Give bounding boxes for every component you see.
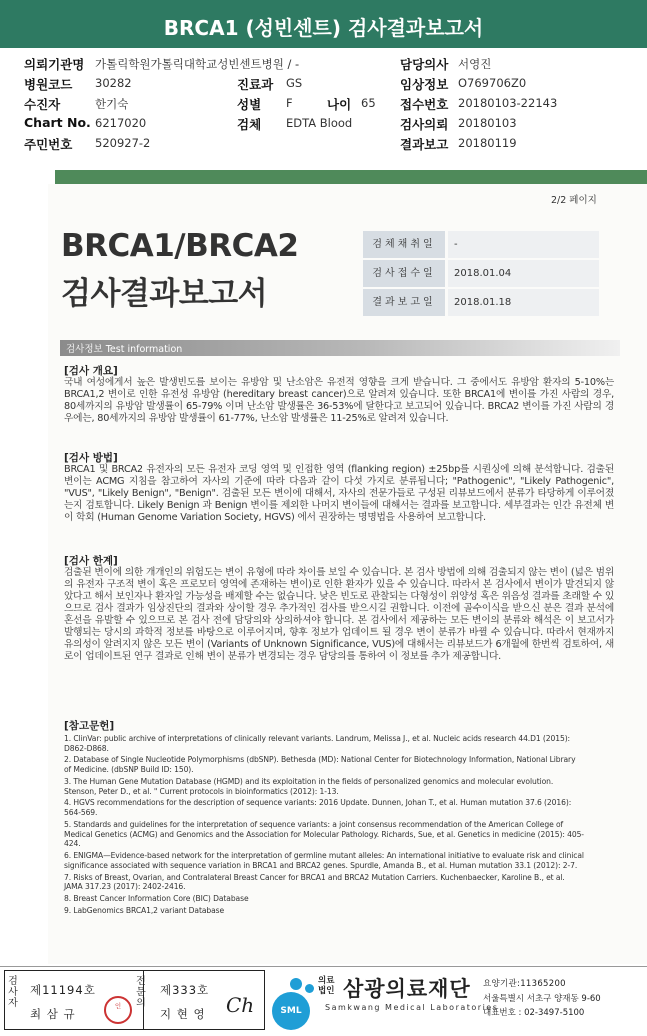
info-value: 2018.01.04 [448,260,599,287]
patient-value: 한기숙 [95,97,129,111]
hospital-code-label: 병원코드 [24,77,73,92]
clinical-label: 임상정보 [400,77,449,92]
reference-item: 8. Breast Cancer Information Core (BIC) Database [64,893,249,903]
doctor-value: 서영진 [458,57,492,71]
specialist-name: 지 현 영 [160,1007,206,1021]
overview-heading: [검사 개요] [64,365,118,377]
sex-value: F [286,96,293,110]
institution-label: 의뢰기관명 [24,57,85,72]
examiner-seal: 인 [104,996,132,1024]
org-prefix: 의료법인 [318,976,335,996]
page-number: 2/2 페이지 [551,195,597,206]
section-bar-label: 검사정보 Test information [66,344,183,355]
institution-value: 가톨릭학원가톨릭대학교성빈센트병원 / - [95,57,300,71]
sex-label: 성별 [237,97,262,112]
report-info-table [363,231,599,318]
reference-item: 7. Risks of Breast, Ovarian, and Contralateral Breast Cancer for BRCA1 and BRCA2 Mutation Carriers. Kuchenbaecker, Karoline B., et al. JAMA 317.23 (2017): 2402-2416. [64,872,565,892]
id-value: 520927-2 [95,136,151,150]
age-label: 나이 [327,97,352,112]
org-name: 삼광의료재단 [343,977,471,1001]
doctor-label: 담당의사 [400,57,449,72]
org-address: 서울특별시 서초구 양재동 9-60 [483,994,601,1004]
info-value: - [448,231,599,258]
reference-item: 5. Standards and guidelines for the interpretation of sequence variants: a joint consensus recommendation of the American College of Medical Genetics (ACMG) and Genomics and the Association for Molecular Pathology. Richards, Sue, et al. Genetics in medicine (2015): 405-424. [64,819,584,849]
reference-item: 1. ClinVar: public archive of interpretations of clinically relevant variants. Landrum, Melissa J., et al. Nucleic acids research 44.D1 (2015): D862-D868. [64,734,571,753]
reference-item: 3. The Human Gene Mutation Database (HGMD) and its exploitation in the fields of personalized genomics and molecular evolution. Stenson, Peter D., et al. " Current protocols in bioinformatics (2012): 1-13. [64,776,554,796]
org-phone: 대표번호 : 02-3497-5100 [483,1008,585,1018]
receipt-no-label: 접수번호 [400,97,449,112]
patient-label: 수진자 [24,97,61,112]
reference-item: 4. HGVS recommendations for the description of sequence variants: 2016 Update. Dunnen, Johan T., et al. Human mutation 37.6 (2016): 564-569. [64,798,572,818]
report-date-label: 결과보고 [400,137,449,152]
specialist-signature: Ch [226,993,255,1017]
info-key: 검체채취일 [363,231,445,258]
limit-heading: [검사 한계] [64,555,118,567]
request-date-label: 검사의뢰 [400,117,449,132]
reference-list [64,734,584,918]
logo-dot [290,978,302,990]
reference-item: 2. Database of Single Nucleotide Polymorphisms (dbSNP). Bethesda (MD): National Center for Biotechnology Information, National Library of Medicine. (dbSNP Build ID: 150). [64,755,576,775]
examiner-label: 검사자 [8,976,18,1009]
id-label: 주민번호 [24,137,73,152]
refs-heading: [참고문헌] [64,720,115,732]
patient-meta [0,52,647,156]
limit-text: 검출된 변이에 의한 개개인의 위험도는 변이 유형에 따라 차이를 보일 수 있습니다. 본 검사 방법에 의해 검출되지 않는 변이 (넓은 범위의 유전자 구조적 변이 혹은 프로모터 영역에 존재하는 변이)로 인한 환자가 있을 수 있습니다. 따라서 본 검사에서 변이가 발견되지 않았다고 해서 보인자나 환자일 가능성을 배제할 수는 없습니다. 낮은 빈도로 관찰되는 다형성이 위양성 혹은 위음성 결과를 초래할 수 있으므로 검사 결과가 임상진단의 결과와 상이할 경우 추가적인 검사를 받으시길 권합니다. 이전에 골수이식을 받으신 분은 결과 분석에 혼선을 유발할 수 있으므로 본 검사 전에 담당의와 상의하셔야 합니다. 본 검사에서 제공하는 모든 변이의 분류와 해석은 이 보고서가 발행되는 당시의 과학적 정보를 바탕으로 이루어지며, 향후 정보가 업데이트 될 경우 변이 분류가 바뀔 수 있습니다. 따라서 현재까지 유의성이 알려지지 않은 모든 변이 (Variants of Unknown Significance, VUS)에 대해서는 리뷰보드가 6개월에 한번씩 검토하여, 새로이 업데이트된 연구 결과로 인해 변이 분류가 변경되는 경우 담당의를 통하여 이 정보를 추가 제공합니다. [64,567,614,662]
examiner-no: 제11194호 [30,983,96,997]
org-english: Samkwang Medical Laboratories [325,1003,499,1012]
info-value: 2018.01.18 [448,289,599,316]
specialist-label: 전문의 [136,976,146,1009]
overview-text: 국내 여성에게서 높은 발생빈도를 보이는 유방암 및 난소암은 유전적 영향을 크게 받습니다. 그 중에서도 유방암 환자의 5-10%는 BRCA1,2 변이로 인한 유전성 유방암 (hereditary breast cancer)으로 알려져 있습니다. 또한 BRCA1에 변이를 가진 사람의 경우, 80세까지의 유방암 발생률이 65-79% 이며 난소암 발생률은 36-53%에 달한다고 보고되어 있습니다. BRCA2 변이를 가진 사람의 경우에는, 80세까지의 유방암 발생률이 61-77%, 난소암 발생률은 11-25%로 알려져 있습니다. [64,377,614,424]
logo-dot [305,984,314,993]
chart-label: Chart No. [24,115,91,130]
report-main-title: BRCA1/BRCA2 [61,228,299,264]
sml-logo-icon: SML [272,992,310,1030]
request-date-value: 20180103 [458,116,517,130]
dept-label: 진료과 [237,77,274,92]
method-text: BRCA1 및 BRCA2 유전자의 모든 유전자 코딩 영역 및 인접한 영역 (flanking region) ±25bp를 시퀀싱에 의해 분석합니다. 검출된 변이는 ACMG 지침을 참고하여 자사의 기준에 따라 다음과 같이 다섯 가지로 분류됩니다; "Pathogenic", "Likely Pathogenic", "VUS", "Likely Benign", "Benign". 검출된 모든 변이에 대해서, 자사의 전문가들로 구성된 리뷰보드에서 분류가 타당하게 이루어졌는지 검토합니다. Likely Benign 과 Benign 변이를 제외한 나머지 변이들에 대해서는 결과를 보고합니다. 세부결과는 인간 유전체 변이 학회 (Human Genome Variation Society, HGVS) 에서 권장하는 명명법을 사용하여 보고합니다. [64,464,614,523]
report-title: BRCA1 (성빈센트) 검사결과보고서 [0,0,647,48]
age-value: 65 [361,96,376,110]
report-main-subtitle: 검사결과보고서 [61,276,268,312]
specialist-no: 제333호 [160,983,210,997]
hospital-code-value: 30282 [95,76,132,90]
info-key: 결과보고일 [363,289,445,316]
method-heading: [검사 방법] [64,452,118,464]
section-bar [60,340,620,356]
info-row [363,260,599,287]
specimen-label: 검체 [237,117,262,132]
receipt-no-value: 20180103-22143 [458,96,558,110]
scan-top-band [55,170,647,184]
reference-item: 9. LabGenomics BRCA1,2 variant Database [64,905,225,915]
info-row [363,289,599,316]
specimen-value: EDTA Blood [286,116,353,130]
info-row [363,231,599,258]
chart-value: 6217020 [95,116,147,130]
dept-value: GS [286,76,303,90]
clinical-value: O769706Z0 [458,76,527,90]
org-code: 요양기관:11365200 [483,979,566,989]
report-date-value: 20180119 [458,136,517,150]
reference-item: 6. ENIGMA—Evidence-based network for the interpretation of germline mutant alleles: An international initiative to evaluate risk and clinical significance associated with sequence variation in BRCA1 and BRCA2 genes. Spurdle, Amanda B., et al. Human mutation 33.1 (2012): 2-7. [64,851,584,870]
examiner-name: 최 삼 규 [30,1007,76,1021]
info-key: 검사접수일 [363,260,445,287]
